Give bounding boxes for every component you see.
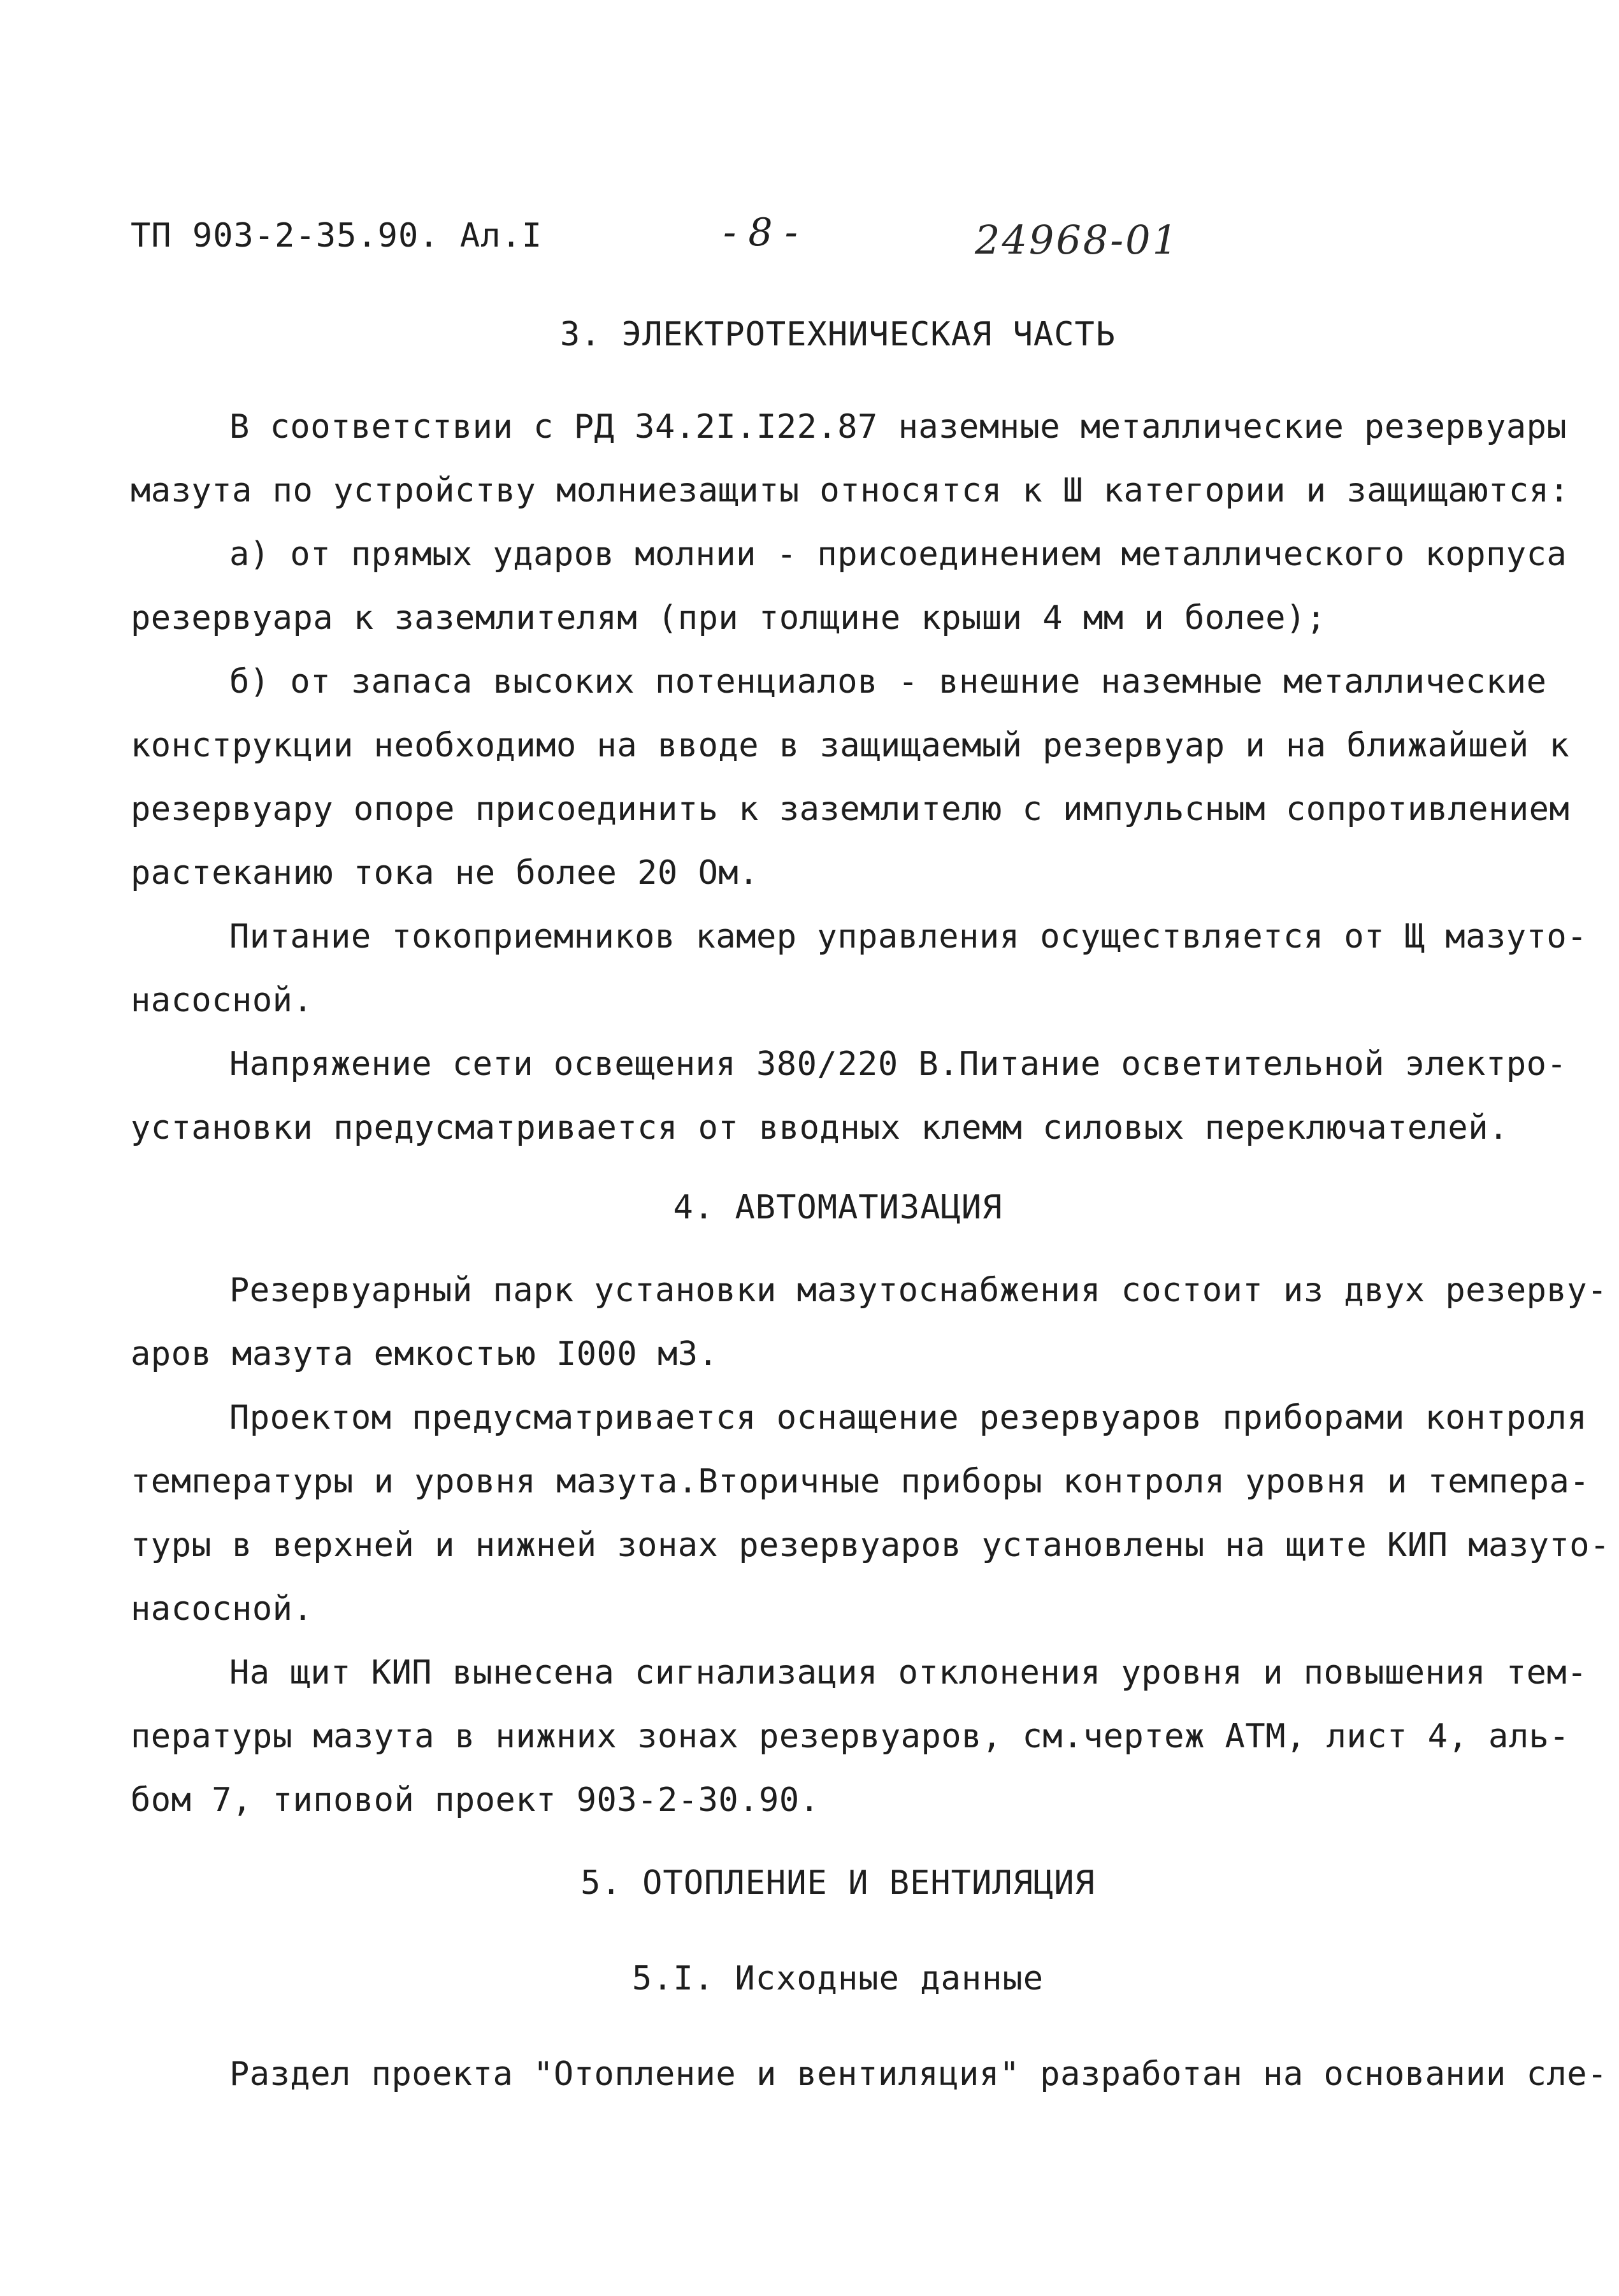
text-line: Раздел проекта "Отопление и вентиляция" разработан на основании сле- [229,2055,1608,2093]
text-line: мазута по устройству молниезащиты относятся к Ш категории и защищаются: [131,472,1570,510]
section-3-paragraph-2 [131,523,1567,650]
text-line: пературы мазута в нижних зонах резервуаров, см.чертеж АТМ, лист 4, аль- [131,1717,1570,1756]
text-line: резервуару опоре присоединить к заземлителю с импульсным сопротивлением [131,790,1570,828]
text-line: а) от прямых ударов молнии - присоединением металлического корпуса [229,535,1567,574]
section-3-paragraph-1 [131,395,1570,523]
text-line: аров мазута емкостью I000 м3. [131,1335,719,1373]
section-3-paragraph-5 [131,1032,1567,1160]
text-line: Резервуарный парк установки мазутоснабжения состоит из двух резерву- [229,1271,1608,1310]
text-line: туры в верхней и нижней зонах резервуаров установлены на щите КИП мазуто- [131,1526,1610,1564]
text-line: насосной. [131,981,313,1020]
text-line: б) от запаса высоких потенциалов - внешние наземные металлические [229,663,1547,701]
document-code: ТП 903-2-35.90. Ал.I [131,217,543,255]
section-5-title: 5. ОТОПЛЕНИЕ И ВЕНТИЛЯЦИЯ [580,1864,1095,1902]
text-line: Напряжение сети освещения 380/220 В.Питание осветительной электро- [229,1045,1567,1083]
text-line: установки предусматривается от вводных клемм силовых переключателей. [131,1109,1509,1147]
text-line: Проектом предусматривается оснащение резервуаров приборами контроля [229,1399,1588,1437]
section-4-title: 4. АВТОМАТИЗАЦИЯ [673,1188,1003,1227]
section-4-paragraph-2 [131,1386,1610,1641]
text-line: конструкции необходимо на вводе в защищаемый резервуар и на ближайшей к [131,726,1570,765]
text-line: бом 7, типовой проект 903-2-30.90. [131,1781,820,1819]
section-4-paragraph-1 [131,1259,1608,1386]
inventory-number: 24968-01 [975,217,1180,263]
text-line: насосной. [131,1590,313,1628]
page-header [131,210,1532,280]
text-line: Питание токоприемников камер управления осуществляется от Щ мазуто- [229,918,1588,956]
section-5-1-paragraph-1 [131,2042,1608,2106]
text-line: В соответствии с РД 34.2I.I22.87 наземные металлические резервуары [229,408,1567,446]
text-line: резервуара к заземлителям (при толщине крыши 4 мм и более); [131,599,1327,637]
section-3-paragraph-4 [131,905,1588,1032]
text-line: температуры и уровня мазута.Вторичные приборы контроля уровня и темпера- [131,1462,1590,1501]
page-number: - 8 - [723,210,798,255]
section-5-1-title: 5.I. Исходные данные [631,1960,1044,1998]
section-4-paragraph-3 [131,1641,1588,1832]
section-3-paragraph-3 [131,650,1570,905]
section-3-title: 3. ЭЛЕКТРОТЕХНИЧЕСКАЯ ЧАСТЬ [559,315,1116,354]
text-line: растеканию тока не более 20 Ом. [131,854,759,892]
text-line: На щит КИП вынесена сигнализация отклонения уровня и повышения тем- [229,1654,1588,1692]
document-body [131,303,1610,2106]
